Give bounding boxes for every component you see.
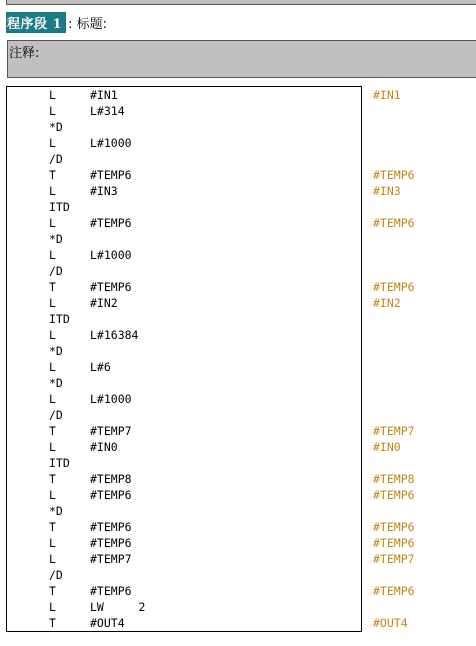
instruction-operand: #TEMP6: [90, 280, 132, 294]
code-line[interactable]: [0, 615, 476, 631]
instruction-op: L: [49, 600, 56, 614]
instruction-op: L: [49, 216, 56, 230]
network-title[interactable]: : 标题:: [68, 16, 107, 32]
code-line[interactable]: [0, 503, 476, 519]
instruction-op: L: [49, 552, 56, 566]
code-line[interactable]: [0, 455, 476, 471]
instruction-op: T: [49, 472, 56, 486]
instruction-operand: #OUT4: [90, 616, 125, 630]
code-line[interactable]: [0, 343, 476, 359]
instruction-op: T: [49, 616, 56, 630]
code-line[interactable]: [0, 279, 476, 295]
instruction-operand: #IN2: [90, 296, 118, 310]
instruction-operand: #TEMP6: [90, 536, 132, 550]
network-comment-box[interactable]: [7, 40, 476, 78]
symbol-comment: #TEMP6: [373, 520, 415, 534]
code-line[interactable]: [0, 135, 476, 151]
instruction-op: *D: [49, 376, 63, 390]
instruction-op: L: [49, 360, 56, 374]
instruction-operand: LW 2: [90, 600, 146, 614]
instruction-operand: #TEMP8: [90, 472, 132, 486]
code-line[interactable]: [0, 487, 476, 503]
code-line[interactable]: [0, 391, 476, 407]
code-line[interactable]: [0, 567, 476, 583]
instruction-op: *D: [49, 344, 63, 358]
symbol-comment: #TEMP6: [373, 168, 415, 182]
code-line[interactable]: [0, 311, 476, 327]
instruction-op: *D: [49, 504, 63, 518]
instruction-operand: #TEMP6: [90, 488, 132, 502]
code-line[interactable]: [0, 551, 476, 567]
instruction-operand: #TEMP7: [90, 424, 132, 438]
code-line[interactable]: [0, 583, 476, 599]
code-line[interactable]: [0, 183, 476, 199]
code-line[interactable]: [0, 439, 476, 455]
symbol-comment: #TEMP6: [373, 488, 415, 502]
code-line[interactable]: [0, 103, 476, 119]
instruction-operand: #TEMP6: [90, 168, 132, 182]
symbol-comment: #TEMP6: [373, 536, 415, 550]
symbol-comment: #IN0: [373, 440, 401, 454]
instruction-op: L: [49, 392, 56, 406]
instruction-op: T: [49, 584, 56, 598]
code-line[interactable]: [0, 215, 476, 231]
code-line[interactable]: [0, 119, 476, 135]
code-line[interactable]: [0, 359, 476, 375]
instruction-operand: #TEMP7: [90, 552, 132, 566]
instruction-operand: #TEMP6: [90, 520, 132, 534]
code-line[interactable]: [0, 167, 476, 183]
instruction-op: /D: [49, 408, 63, 422]
symbol-comment: #IN2: [373, 296, 401, 310]
symbol-comment: #TEMP6: [373, 584, 415, 598]
instruction-op: ITD: [49, 456, 70, 470]
instruction-op: /D: [49, 568, 63, 582]
instruction-op: L: [49, 488, 56, 502]
code-line[interactable]: [0, 247, 476, 263]
comment-label: 注释:: [9, 46, 40, 61]
code-line[interactable]: [0, 375, 476, 391]
code-line[interactable]: [0, 151, 476, 167]
code-line[interactable]: [0, 199, 476, 215]
instruction-op: L: [49, 136, 56, 150]
symbol-comment: #TEMP6: [373, 216, 415, 230]
symbol-comment: #IN1: [373, 88, 401, 102]
symbol-comment: #OUT4: [373, 616, 408, 630]
instruction-op: L: [49, 184, 56, 198]
instruction-op: L: [49, 536, 56, 550]
instruction-operand: L#16384: [90, 328, 139, 342]
instruction-op: T: [49, 424, 56, 438]
instruction-operand: L#1000: [90, 248, 132, 262]
instruction-operand: #IN1: [90, 88, 118, 102]
code-line[interactable]: [0, 423, 476, 439]
instruction-operand: #IN0: [90, 440, 118, 454]
instruction-operand: #TEMP6: [90, 216, 132, 230]
network-label[interactable]: 程序段 1: [6, 12, 66, 33]
previous-panel-edge: [6, 0, 476, 5]
code-line[interactable]: [0, 599, 476, 615]
instruction-operand: #IN3: [90, 184, 118, 198]
instruction-operand: L#6: [90, 360, 111, 374]
instruction-op: L: [49, 88, 56, 102]
symbol-comment: #IN3: [373, 184, 401, 198]
instruction-operand: L#1000: [90, 392, 132, 406]
symbol-comment: #TEMP7: [373, 552, 415, 566]
instruction-operand: L#1000: [90, 136, 132, 150]
instruction-op: T: [49, 280, 56, 294]
instruction-op: L: [49, 248, 56, 262]
code-line[interactable]: [0, 295, 476, 311]
code-line[interactable]: [0, 407, 476, 423]
code-line[interactable]: [0, 471, 476, 487]
instruction-operand: L#314: [90, 104, 125, 118]
instruction-operand: #TEMP6: [90, 584, 132, 598]
network-header[interactable]: [6, 12, 107, 32]
instruction-op: ITD: [49, 312, 70, 326]
instruction-op: L: [49, 104, 56, 118]
instruction-op: T: [49, 520, 56, 534]
symbol-comment: #TEMP8: [373, 472, 415, 486]
symbol-comment: #TEMP6: [373, 280, 415, 294]
instruction-op: *D: [49, 232, 63, 246]
instruction-op: /D: [49, 152, 63, 166]
symbol-comment: #TEMP7: [373, 424, 415, 438]
instruction-op: L: [49, 440, 56, 454]
code-line[interactable]: [0, 327, 476, 343]
code-line[interactable]: [0, 535, 476, 551]
instruction-op: L: [49, 328, 56, 342]
code-line[interactable]: [0, 263, 476, 279]
code-line[interactable]: [0, 87, 476, 103]
code-line[interactable]: [0, 231, 476, 247]
instruction-op: /D: [49, 264, 63, 278]
instruction-op: T: [49, 168, 56, 182]
instruction-op: ITD: [49, 200, 70, 214]
instruction-op: *D: [49, 120, 63, 134]
code-line[interactable]: [0, 519, 476, 535]
instruction-op: L: [49, 296, 56, 310]
